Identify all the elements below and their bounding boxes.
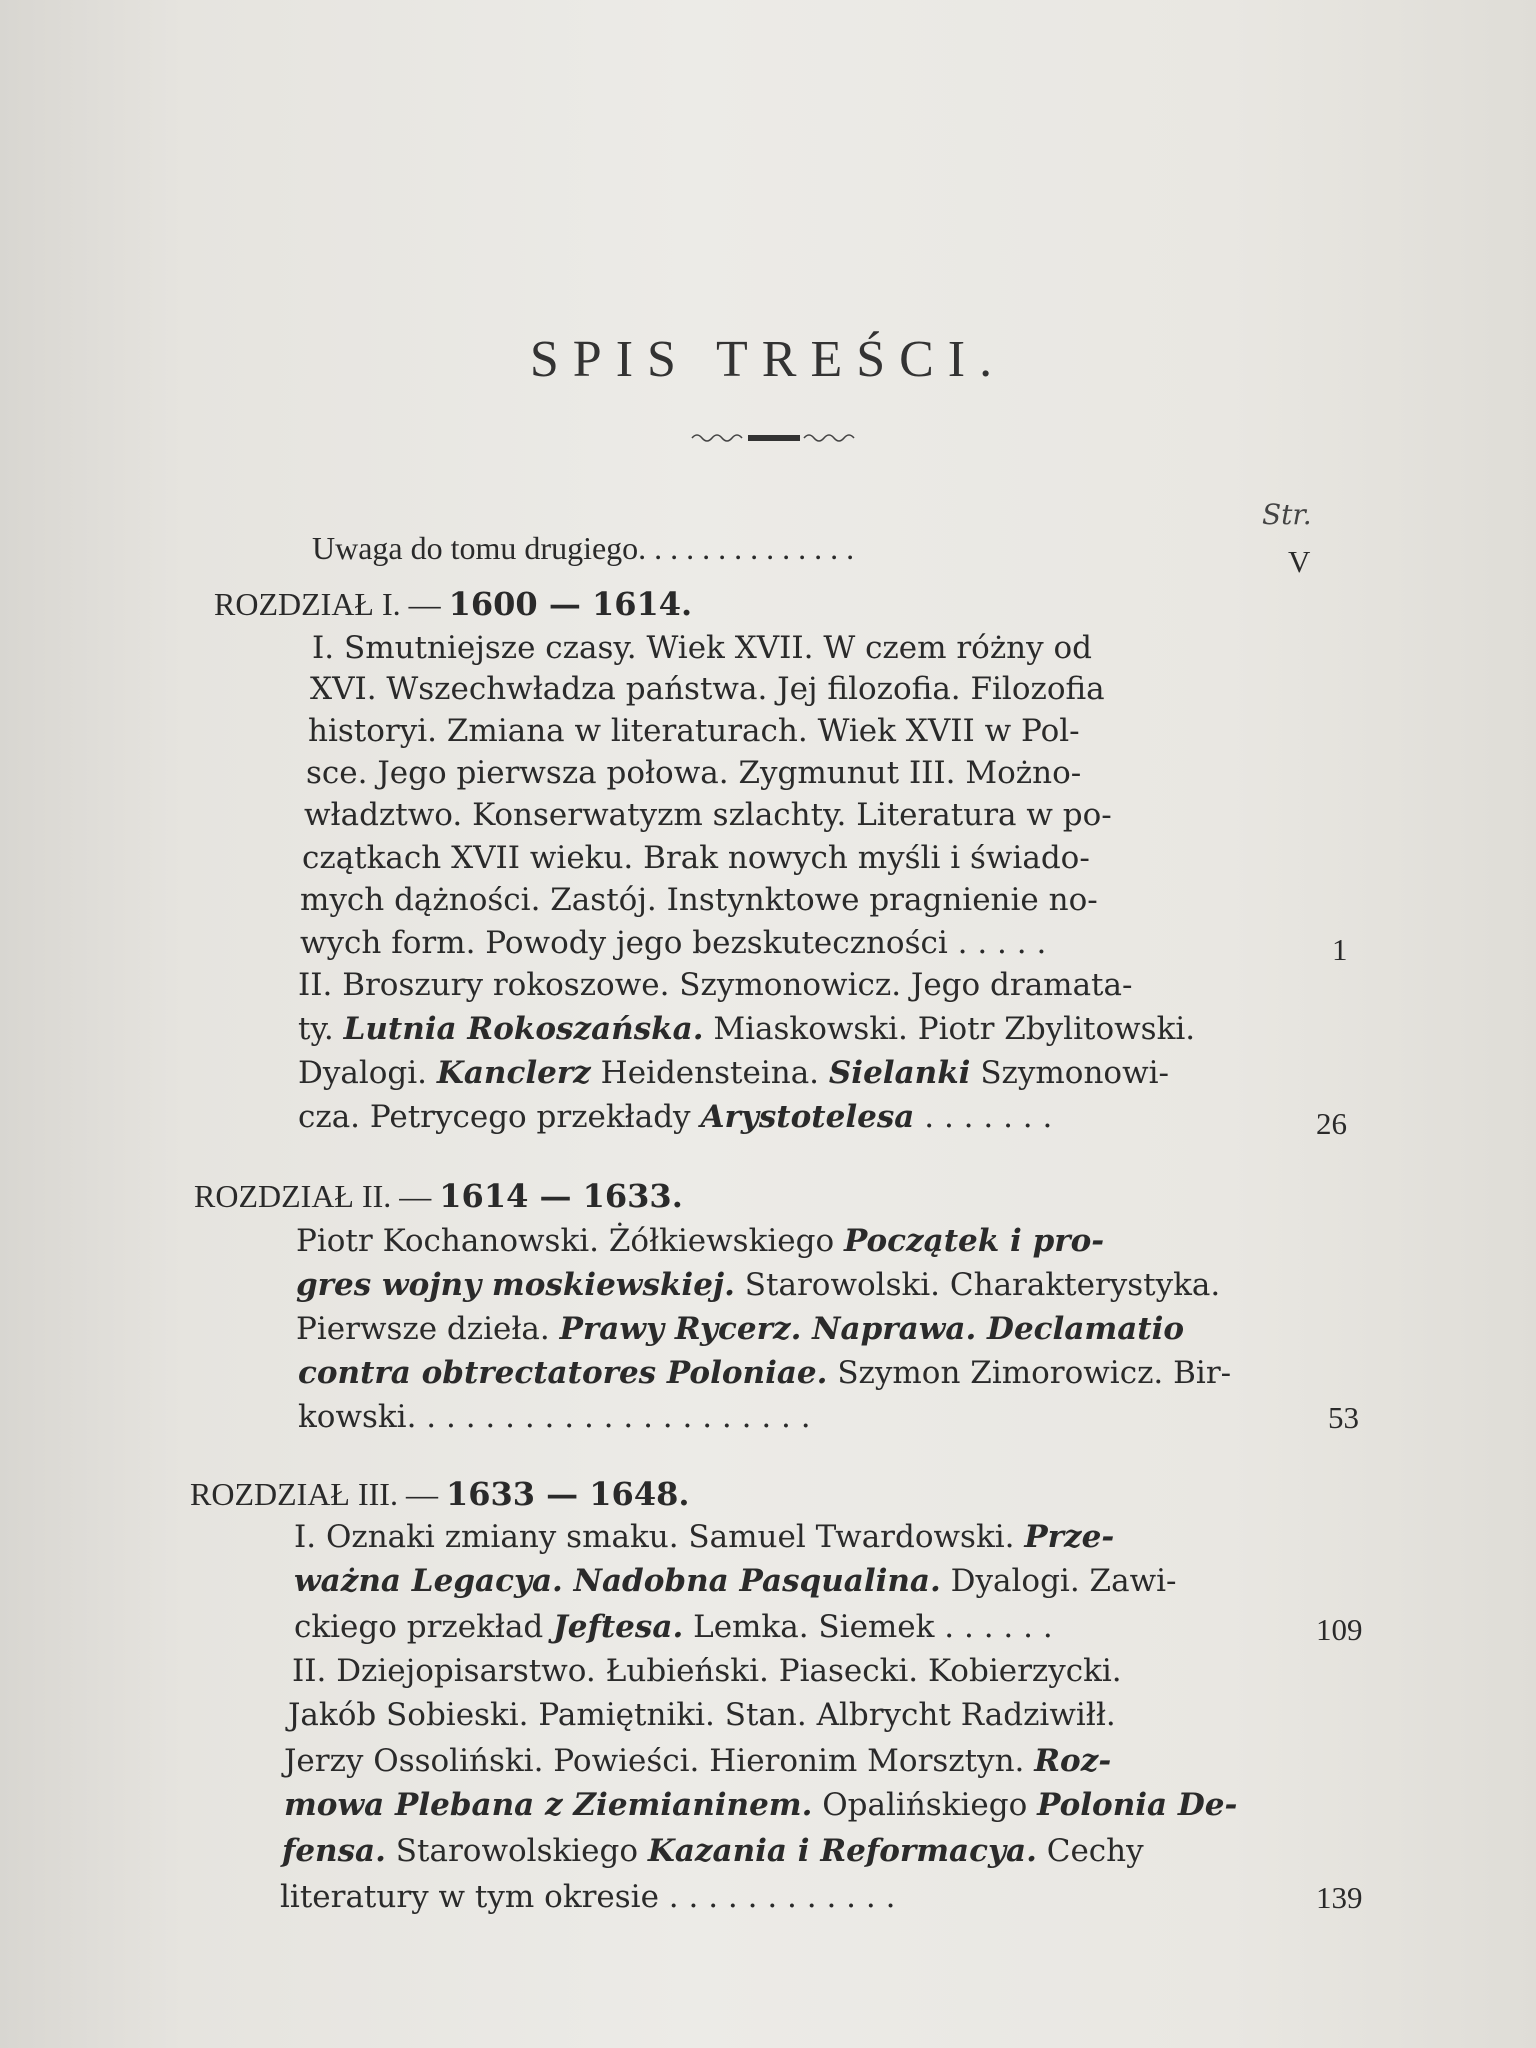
toc-line [298,1099,1053,1135]
toc-line [298,1011,1196,1047]
chapter-heading-2 [194,1177,683,1215]
toc-line: sce. Jego pierwsza połowa. Zygmunut III. Możno- [306,755,1082,791]
text-span: Opalińskiego [822,1787,1028,1823]
text-span: Pierwsze dzieła. [296,1311,550,1347]
ornament-divider [690,428,860,448]
page-title: SPIS TREŚCI. [529,331,1007,388]
work-title: ważna Legacya. Nadobna Pasqualina. [294,1563,941,1599]
page-number: 109 [1316,1612,1363,1647]
page-column-label: Str. [1262,498,1312,531]
text-span: cza. Petrycego przekłady [298,1099,691,1135]
work-title: Jeftesa. [553,1609,684,1645]
chapter-label: ROZDZIAŁ II. — [194,1178,432,1214]
toc-line: XVI. Wszechwładza państwa. Jej filozofia. Filozofia [310,671,1105,707]
toc-line: władztwo. Konserwatyzm szlachty. Literatura w po- [304,797,1112,833]
chapter-label: ROZDZIAŁ I. — [214,586,441,622]
chapter-years: 1600 — 1614. [448,585,693,623]
text-span: I. Oznaki zmiany smaku. Samuel Twardowski. [294,1519,1015,1555]
text-span: Piotr Kochanowski. Żółkiewskiego [296,1223,835,1259]
page-number: 53 [1328,1400,1359,1435]
text-span: Szymonowi- [980,1055,1170,1091]
toc-line [282,1833,1144,1869]
work-title: mowa Plebana z Ziemianinem. [284,1787,813,1823]
work-title: Prze- [1024,1519,1115,1555]
text-span: Miaskowski. Piotr Zbylitowski. [713,1011,1196,1047]
toc-line: kowski. . . . . . . . . . . . . . . . . . . . . [298,1399,811,1435]
page-number: V [1288,544,1311,579]
page-number: 139 [1316,1880,1363,1915]
toc-line: historyi. Zmiana w literaturach. Wiek XVII w Pol- [308,713,1080,749]
text-span: Dyalogi. [298,1055,428,1091]
text-span: Szymon Zimorowicz. Bir- [837,1355,1232,1391]
toc-line [284,1743,1112,1779]
toc-line [294,1563,1177,1599]
work-title: Lutnia Rokoszańska. [343,1011,704,1047]
toc-line: czątkach XVII wieku. Brak nowych myśli i świado- [302,840,1090,876]
work-title: Roz- [1034,1743,1112,1779]
text-span: Heidensteina. [600,1055,820,1091]
text-span: ckiego przekład [294,1609,544,1645]
toc-line: I. Smutniejsze czasy. Wiek XVII. W czem różny od [312,630,1093,666]
toc-line [294,1609,1053,1645]
text-span: ty. [298,1011,334,1047]
toc-line: II. Broszury rokoszowe. Szymonowicz. Jego dramata- [298,967,1133,1003]
toc-line: II. Dziejopisarstwo. Łubieński. Piasecki. Kobierzycki. [292,1653,1122,1689]
text-span: Cechy [1046,1833,1144,1869]
work-title: Polonia De- [1037,1787,1238,1823]
chapter-heading-1 [214,585,693,623]
work-title: gres wojny moskiewskiej. [296,1267,735,1303]
toc-line [296,1311,1185,1347]
text-span: Starowolskiego [395,1833,639,1869]
toc-line: mych dążności. Zastój. Instynktowe pragnienie no- [300,882,1098,918]
work-title: Sielanki [828,1055,971,1091]
toc-line [298,1355,1232,1391]
page-number: 1 [1332,932,1348,967]
text-span: Starowolski. Charakterystyka. [744,1267,1221,1303]
work-title: fensa. [282,1833,386,1869]
toc-entry-uwaga: Uwaga do tomu drugiego. . . . . . . . . . . . . . [312,530,855,566]
toc-line [294,1519,1115,1555]
chapter-years: 1633 — 1648. [445,1475,690,1513]
work-title: Prawy Rycerz. Naprawa. Declamatio [559,1311,1185,1347]
toc-line: literatury w tym okresie . . . . . . . . . . . . [280,1879,896,1915]
chapter-heading-3 [190,1475,690,1513]
toc-line [284,1787,1238,1823]
toc-line [296,1223,1105,1259]
text-span: Jerzy Ossoliński. Powieści. Hieronim Morsztyn. [284,1743,1025,1779]
chapter-years: 1614 — 1633. [439,1177,683,1215]
chapter-label: ROZDZIAŁ III. — [190,1476,438,1512]
text-span: Dyalogi. Zawi- [950,1563,1177,1599]
toc-line [298,1055,1170,1091]
page-number: 26 [1316,1106,1347,1141]
work-title: Kanclerz [436,1055,591,1091]
work-title: Arystotelesa [700,1099,915,1135]
toc-line: wych form. Powody jego bezskuteczności . . . . . [300,925,1047,961]
work-title: Kazania i Reformacya. [647,1833,1037,1869]
toc-line: Jakób Sobieski. Pamiętniki. Stan. Albrycht Radziwiłł. [288,1697,1116,1733]
work-title: Początek i pro- [844,1223,1105,1259]
toc-line [296,1267,1221,1303]
text-span: . . . . . . . [924,1099,1053,1135]
text-span: Lemka. Siemek . . . . . . [693,1609,1053,1645]
work-title: contra obtrectatores Poloniae. [298,1355,828,1391]
